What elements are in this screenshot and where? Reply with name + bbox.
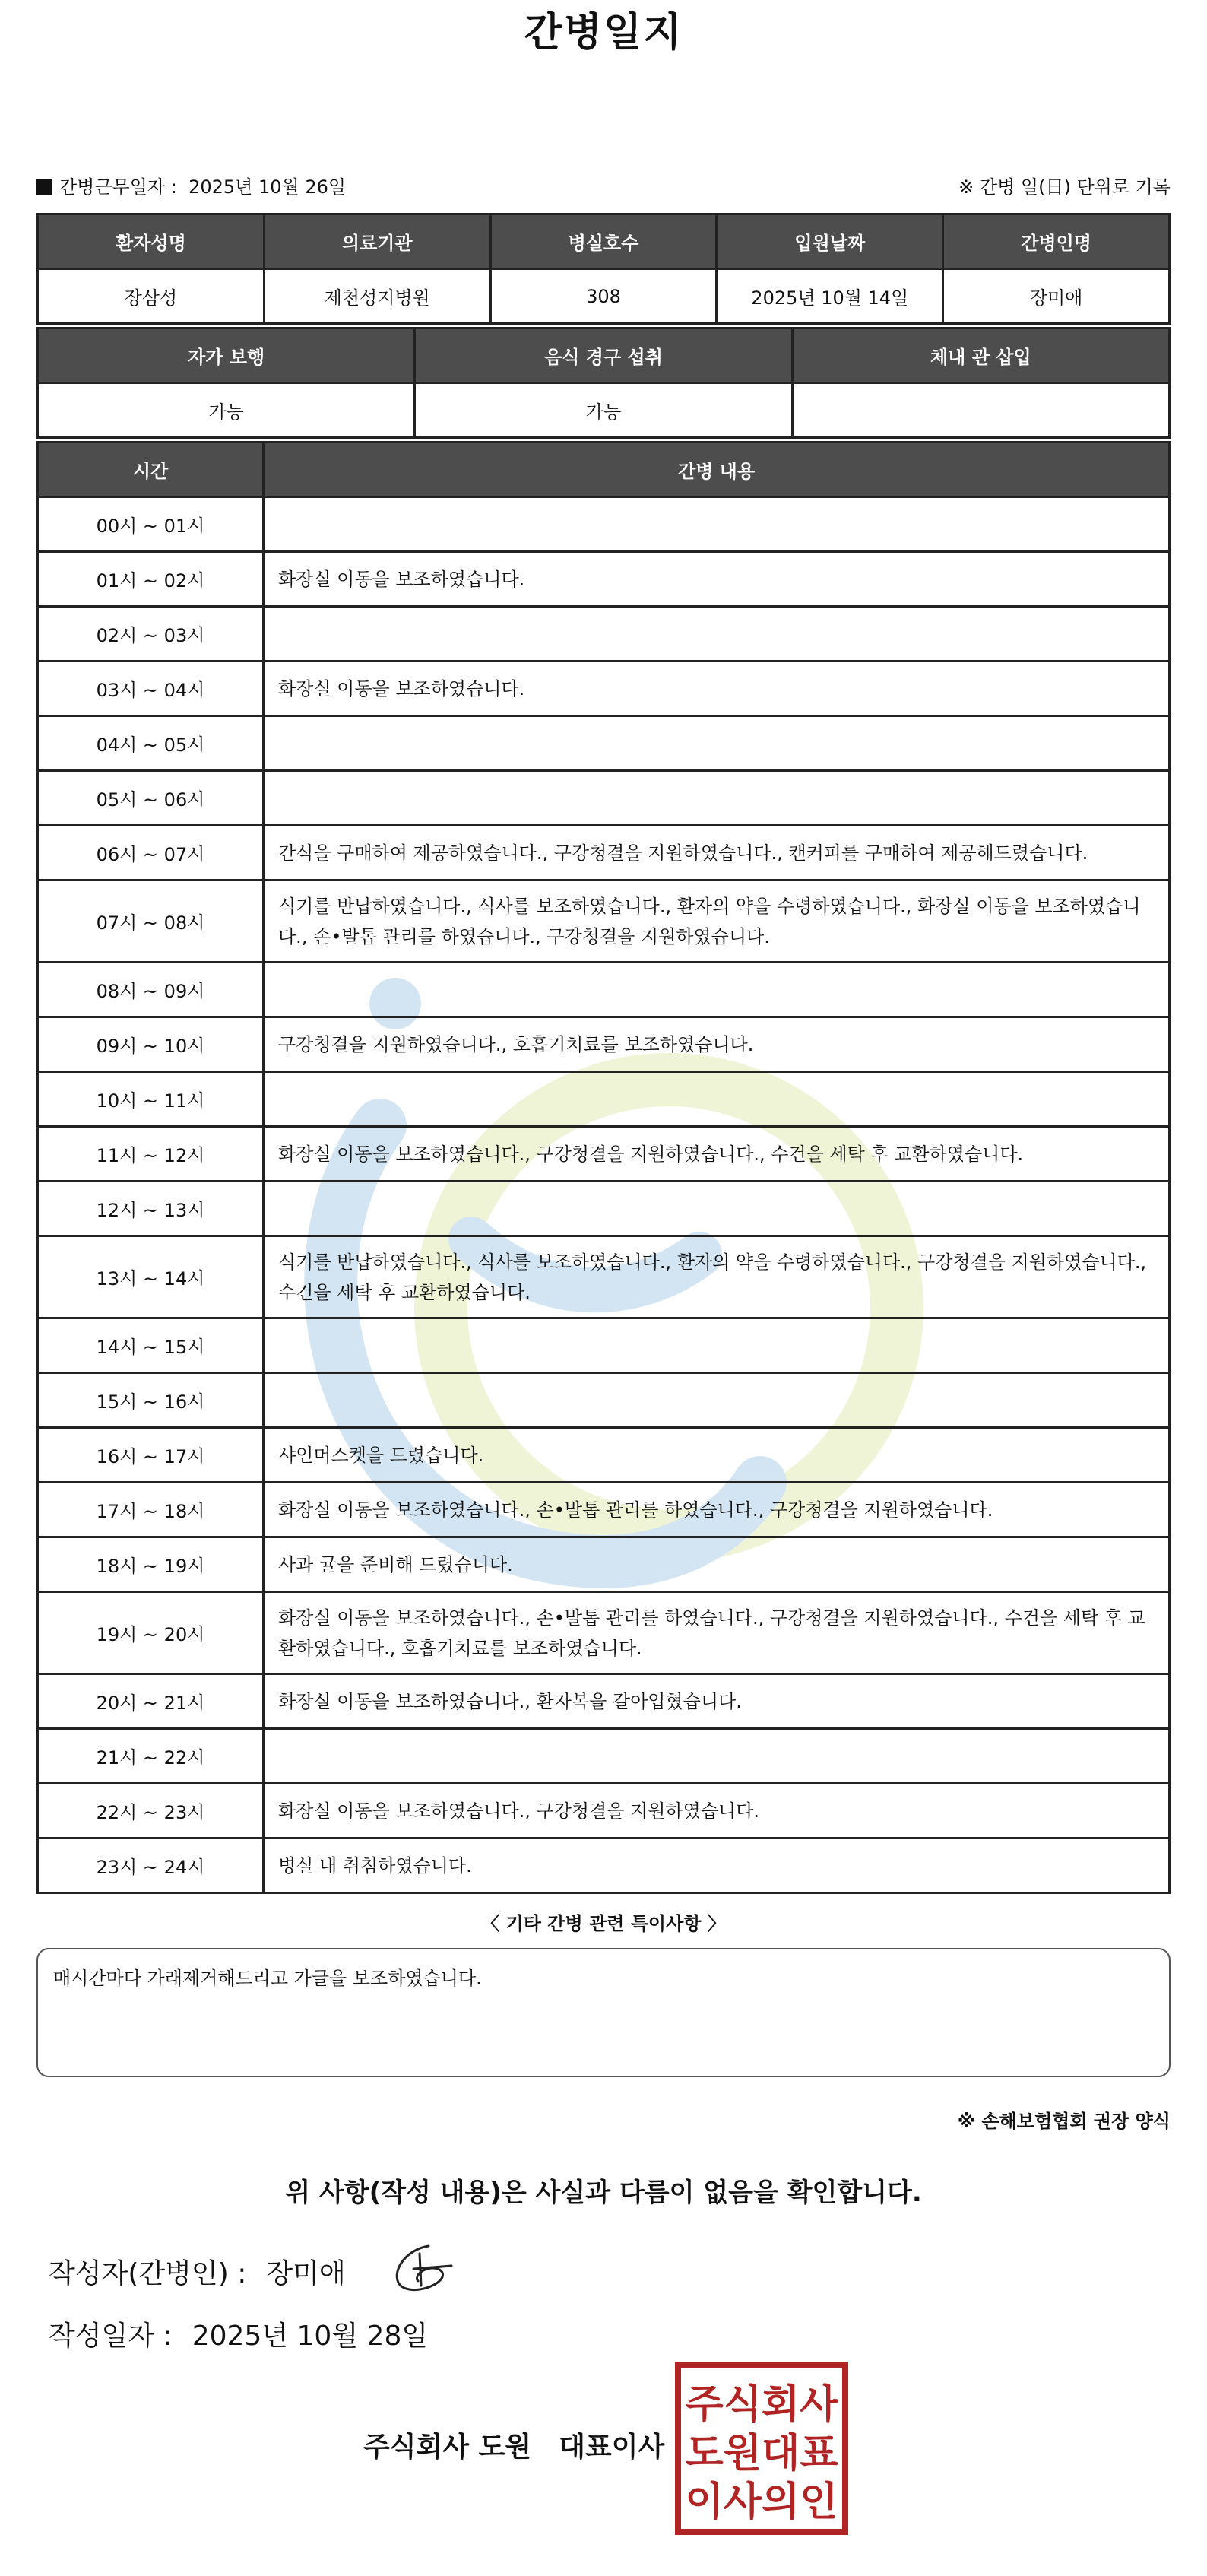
care-content: 화장실 이동을 보조하였습니다.	[264, 552, 1170, 607]
tube-insertion-status	[792, 383, 1169, 438]
table-row	[38, 1182, 1170, 1236]
oral-intake-status: 가능	[415, 383, 792, 438]
care-content: 병실 내 취침하였습니다.	[264, 1838, 1170, 1893]
handwritten-signature	[385, 2238, 453, 2296]
table-header-row	[38, 214, 1170, 269]
time-slot: 05시 ~ 06시	[38, 771, 264, 826]
care-content	[264, 497, 1170, 552]
table-row	[38, 1373, 1170, 1428]
table-row	[38, 1127, 1170, 1182]
care-log-table	[36, 441, 1171, 1894]
time-slot: 11시 ~ 12시	[38, 1127, 264, 1182]
notes-title: 〈 기타 간병 관련 특이사항 〉	[481, 1913, 726, 1934]
care-content	[264, 771, 1170, 826]
time-slot: 16시 ~ 17시	[38, 1428, 264, 1483]
time-slot: 00시 ~ 01시	[38, 497, 264, 552]
table-row	[38, 552, 1170, 607]
header-oral-intake: 음식 경구 섭취	[415, 328, 792, 383]
care-content: 화장실 이동을 보조하였습니다., 구강청결을 지원하였습니다.	[264, 1784, 1170, 1838]
patient-info-table	[36, 213, 1171, 325]
walking-status: 가능	[38, 383, 415, 438]
notes-box	[36, 1948, 1171, 2077]
patient-status-table	[36, 327, 1171, 439]
work-date	[36, 172, 346, 198]
table-row	[38, 880, 1170, 963]
header-walking: 자가 보행	[38, 328, 415, 383]
time-slot: 21시 ~ 22시	[38, 1729, 264, 1784]
writer-line	[49, 2252, 346, 2291]
care-content	[264, 1182, 1170, 1236]
time-slot: 19시 ~ 20시	[38, 1592, 264, 1674]
table-row	[38, 661, 1170, 716]
table-header-row	[38, 328, 1170, 383]
table-row	[38, 1537, 1170, 1592]
time-slot: 13시 ~ 14시	[38, 1236, 264, 1318]
company-title: 대표이사	[559, 2432, 665, 2463]
time-slot: 06시 ~ 07시	[38, 826, 264, 880]
time-slot: 01시 ~ 02시	[38, 552, 264, 607]
time-slot: 08시 ~ 09시	[38, 963, 264, 1017]
patient-name: 장삼성	[38, 269, 265, 324]
care-content	[264, 963, 1170, 1017]
seal-text-line-2: 도원대표	[685, 2431, 838, 2476]
table-row	[38, 963, 1170, 1017]
written-date-line	[49, 2314, 428, 2353]
square-bullet-icon	[36, 179, 52, 195]
table-row	[38, 607, 1170, 661]
header-tube-insertion: 체내 관 삽입	[792, 328, 1169, 383]
care-content	[264, 716, 1170, 771]
table-row	[38, 1784, 1170, 1838]
record-unit-note: ※ 간병 일(日) 단위로 기록	[958, 176, 1171, 198]
table-row	[38, 1483, 1170, 1537]
care-content: 샤인머스켓을 드렸습니다.	[264, 1428, 1170, 1483]
care-content: 화장실 이동을 보조하였습니다., 손•발톱 관리를 하였습니다., 구강청결을 지원하였습니다.	[264, 1483, 1170, 1537]
hospital-name: 제천성지병원	[264, 269, 490, 324]
care-content	[264, 607, 1170, 661]
header-caregiver: 간병인명	[943, 214, 1170, 269]
care-content	[264, 1318, 1170, 1373]
time-slot: 23시 ~ 24시	[38, 1838, 264, 1893]
company-seal-stamp	[675, 2362, 848, 2535]
header-hospital: 의료기관	[264, 214, 490, 269]
header-patient-name: 환자성명	[38, 214, 265, 269]
care-content: 구강청결을 지원하였습니다., 호흡기치료를 보조하였습니다.	[264, 1017, 1170, 1072]
table-row	[38, 1072, 1170, 1127]
care-content: 화장실 이동을 보조하였습니다., 구강청결을 지원하였습니다., 수건을 세탁 후 교환하였습니다.	[264, 1127, 1170, 1182]
time-slot: 14시 ~ 15시	[38, 1318, 264, 1373]
written-date-label: 작성일자 :	[49, 2321, 173, 2352]
table-row	[38, 716, 1170, 771]
table-row	[38, 497, 1170, 552]
header-room: 병실호수	[490, 214, 717, 269]
table-header-row	[38, 443, 1170, 497]
time-slot: 10시 ~ 11시	[38, 1072, 264, 1127]
time-slot: 15시 ~ 16시	[38, 1373, 264, 1428]
notes-text: 매시간마다 가래제거해드리고 가글을 보조하였습니다.	[53, 1968, 482, 1989]
time-slot: 09시 ~ 10시	[38, 1017, 264, 1072]
care-content: 식기를 반납하였습니다., 식사를 보조하였습니다., 환자의 약을 수령하였습니다., 구강청결을 지원하였습니다., 수건을 세탁 후 교환하였습니다.	[264, 1236, 1170, 1318]
care-content: 간식을 구매하여 제공하였습니다., 구강청결을 지원하였습니다., 캔커피를 구매하여 제공해드렸습니다.	[264, 826, 1170, 880]
care-content: 식기를 반납하였습니다., 식사를 보조하였습니다., 환자의 약을 수령하였습니다., 화장실 이동을 보조하였습니다., 손•발톱 관리를 하였습니다., 구강청결을 지원하였습니다.	[264, 880, 1170, 963]
table-row	[38, 1318, 1170, 1373]
time-slot: 03시 ~ 04시	[38, 661, 264, 716]
table-row	[38, 1729, 1170, 1784]
company-line	[363, 2425, 664, 2464]
time-slot: 07시 ~ 08시	[38, 880, 264, 963]
table-row	[38, 1236, 1170, 1318]
time-slot: 17시 ~ 18시	[38, 1483, 264, 1537]
care-content	[264, 1072, 1170, 1127]
header-admission-date: 입원날짜	[717, 214, 943, 269]
table-row	[38, 383, 1170, 438]
table-row	[38, 771, 1170, 826]
room-number: 308	[490, 269, 717, 324]
written-date-value: 2025년 10월 28일	[192, 2321, 429, 2352]
document-title: 간병일지	[524, 10, 683, 56]
time-slot: 04시 ~ 05시	[38, 716, 264, 771]
admission-date: 2025년 10월 14일	[717, 269, 943, 324]
company-name: 주식회사 도원	[363, 2432, 532, 2463]
care-content: 화장실 이동을 보조하였습니다., 환자복을 갈아입혔습니다.	[264, 1674, 1170, 1729]
care-content	[264, 1729, 1170, 1784]
time-slot: 18시 ~ 19시	[38, 1537, 264, 1592]
care-content: 사과 귤을 준비해 드렸습니다.	[264, 1537, 1170, 1592]
seal-text-line-3: 이사의인	[685, 2479, 838, 2525]
work-date-value: 2025년 10월 26일	[188, 176, 347, 198]
writer-label: 작성자(간병인) :	[49, 2258, 247, 2289]
header-time: 시간	[38, 443, 264, 497]
care-content: 화장실 이동을 보조하였습니다.	[264, 661, 1170, 716]
table-row	[38, 1838, 1170, 1893]
seal-text-line-1: 주식회사	[685, 2382, 838, 2428]
time-slot: 12시 ~ 13시	[38, 1182, 264, 1236]
writer-name: 장미애	[266, 2258, 346, 2289]
confirmation-statement: 위 사항(작성 내용)은 사실과 다름이 없음을 확인합니다.	[285, 2178, 922, 2208]
table-row	[38, 1428, 1170, 1483]
time-slot: 02시 ~ 03시	[38, 607, 264, 661]
header-care-content: 간병 내용	[264, 443, 1170, 497]
care-content	[264, 1373, 1170, 1428]
work-date-label: 간병근무일자 :	[59, 176, 177, 198]
table-row	[38, 826, 1170, 880]
time-slot: 20시 ~ 21시	[38, 1674, 264, 1729]
care-content: 화장실 이동을 보조하였습니다., 손•발톱 관리를 하였습니다., 구강청결을 지원하였습니다., 수건을 세탁 후 교환하였습니다., 호흡기치료를 보조하였습니다.	[264, 1592, 1170, 1674]
caregiver-name: 장미애	[943, 269, 1170, 324]
table-row	[38, 1017, 1170, 1072]
recommendation-note: ※ 손해보험협회 권장 양식	[957, 2111, 1171, 2132]
time-slot: 22시 ~ 23시	[38, 1784, 264, 1838]
table-row	[38, 1674, 1170, 1729]
table-row	[38, 1592, 1170, 1674]
table-row	[38, 269, 1170, 324]
